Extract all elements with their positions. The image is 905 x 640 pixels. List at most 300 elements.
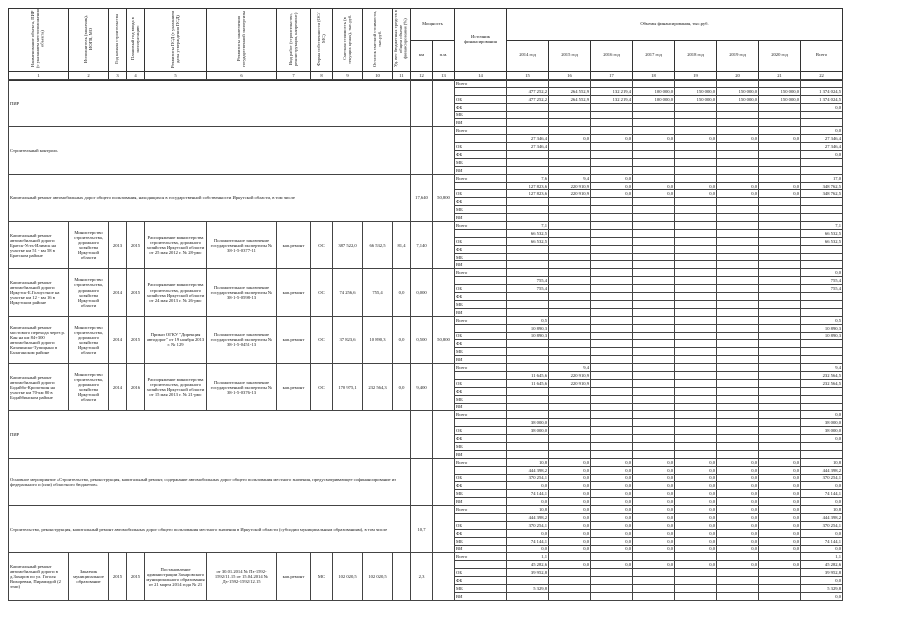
amount-cell	[717, 158, 759, 166]
amount-cell: 0,0	[717, 482, 759, 490]
amount-cell	[759, 245, 801, 253]
object-work-type: кап.ремонт	[277, 316, 311, 363]
amount-cell: 477 252,2	[507, 87, 549, 95]
amount-cell	[717, 395, 759, 403]
source-cell: ОБ	[455, 521, 507, 529]
amount-cell: 10 890,3	[801, 332, 843, 340]
amount-cell	[801, 206, 843, 214]
amount-cell	[675, 364, 717, 372]
amount-cell	[717, 348, 759, 356]
amount-cell: 0,0	[759, 561, 801, 569]
header-year-4: 2018 год	[675, 40, 717, 72]
amount-cell	[717, 293, 759, 301]
amount-cell: 9,4	[549, 174, 591, 182]
amount-cell	[549, 103, 591, 111]
header-year-7: Всего	[801, 40, 843, 72]
amount-cell	[759, 229, 801, 237]
amount-cell	[633, 214, 675, 222]
source-cell: ФБ	[455, 387, 507, 395]
amount-cell	[801, 450, 843, 458]
amount-cell: 10,8	[801, 458, 843, 466]
amount-cell	[759, 127, 801, 135]
amount-cell: 348 762,5	[801, 182, 843, 190]
amount-cell: 150 000,0	[717, 87, 759, 95]
amount-cell	[591, 119, 633, 127]
amount-cell	[717, 442, 759, 450]
amount-cell	[591, 293, 633, 301]
amount-cell	[507, 111, 549, 119]
object-end-year: 2016	[127, 364, 145, 411]
amount-cell: 27 346,4	[507, 135, 549, 143]
amount-cell	[675, 592, 717, 600]
amount-cell	[717, 119, 759, 127]
header-number-18: 19	[675, 72, 717, 81]
amount-cell	[507, 592, 549, 600]
amount-cell	[759, 316, 801, 324]
object-km: 9,400	[411, 364, 433, 411]
amount-cell	[675, 387, 717, 395]
object-rest: 102 020,5	[363, 553, 393, 600]
amount-cell	[801, 442, 843, 450]
amount-cell: 755,4	[801, 277, 843, 285]
amount-cell: 0,0	[759, 537, 801, 545]
source-cell: ВИ	[455, 214, 507, 222]
header-col-expertise: Реквизиты заключения государственной экспертизы	[207, 9, 277, 72]
amount-cell: 477 252,2	[507, 95, 549, 103]
source-cell	[455, 419, 507, 427]
amount-cell: 1 374 024,5	[801, 95, 843, 103]
amount-cell	[759, 143, 801, 151]
amount-cell	[591, 206, 633, 214]
amount-cell	[717, 435, 759, 443]
amount-cell: 0,0	[591, 498, 633, 506]
amount-cell: 1,1	[507, 553, 549, 561]
amount-cell: 0,0	[759, 466, 801, 474]
amount-cell: 27 346,4	[507, 143, 549, 151]
amount-cell: 0,0	[591, 474, 633, 482]
object-pm	[433, 364, 455, 411]
section-pm	[433, 411, 455, 458]
object-psd: Распоряжение министерства строительства, дорожного хозяйства Иркутской области от 24 мая 2013 г. № 26-рмс	[145, 269, 207, 316]
section-title: Основное мероприятие «Строительство, реконструкция, капитальный ремонт, содержание автомобильных дорог общего пользования местного значения, предусматривающее софинансирование из федерального и (или) областного бюджетов»	[9, 458, 411, 505]
amount-cell	[717, 403, 759, 411]
amount-cell	[675, 127, 717, 135]
amount-cell: 0,0	[675, 521, 717, 529]
amount-cell: 220 910,9	[549, 379, 591, 387]
amount-cell	[759, 324, 801, 332]
amount-cell	[759, 300, 801, 308]
amount-cell: 0,0	[717, 458, 759, 466]
amount-cell	[759, 577, 801, 585]
header-number-3: 4	[127, 72, 145, 81]
amount-cell: 7,6	[507, 174, 549, 182]
amount-cell	[717, 340, 759, 348]
amount-cell	[507, 158, 549, 166]
amount-cell: 0,0	[801, 435, 843, 443]
amount-cell	[633, 253, 675, 261]
source-cell: МБ	[455, 348, 507, 356]
source-cell: Всего	[455, 553, 507, 561]
source-cell: МБ	[455, 300, 507, 308]
amount-cell: 150 000,0	[675, 95, 717, 103]
amount-cell	[549, 237, 591, 245]
amount-cell	[633, 348, 675, 356]
amount-cell	[759, 80, 801, 88]
amount-cell	[717, 198, 759, 206]
amount-cell: 0,0	[633, 490, 675, 498]
object-start-year: 2014	[109, 364, 127, 411]
object-pm	[433, 222, 455, 269]
amount-cell	[717, 300, 759, 308]
amount-cell	[549, 332, 591, 340]
amount-cell: 39 952,8	[507, 569, 549, 577]
source-cell: ФБ	[455, 198, 507, 206]
source-cell: МБ	[455, 442, 507, 450]
object-rest: 66 532,5	[363, 222, 393, 269]
amount-cell	[759, 174, 801, 182]
amount-cell: 0,0	[717, 506, 759, 514]
amount-cell	[591, 214, 633, 222]
amount-cell	[759, 585, 801, 593]
amount-cell: 0,0	[633, 482, 675, 490]
header-number-15: 16	[549, 72, 591, 81]
amount-cell	[549, 411, 591, 419]
amount-cell: 150 000,0	[717, 95, 759, 103]
object-share: 0,0	[393, 316, 411, 363]
amount-cell: 0,0	[717, 561, 759, 569]
amount-cell: 100 000,0	[633, 87, 675, 95]
amount-cell: 0,0	[801, 103, 843, 111]
amount-cell	[675, 332, 717, 340]
amount-cell	[801, 166, 843, 174]
amount-cell	[675, 419, 717, 427]
header-number-1: 2	[69, 72, 109, 81]
amount-cell	[549, 119, 591, 127]
source-cell: ОБ	[455, 569, 507, 577]
amount-cell: 0,0	[591, 174, 633, 182]
amount-cell: 0,0	[675, 498, 717, 506]
amount-cell: 0,0	[759, 182, 801, 190]
amount-cell	[801, 387, 843, 395]
amount-cell	[801, 198, 843, 206]
amount-cell	[759, 569, 801, 577]
amount-cell	[549, 229, 591, 237]
amount-cell	[717, 316, 759, 324]
object-name: Капитальный ремонт мостового перехода через р. Кан на км 84+300 автомобильной дороги Казачинско-Тупицыно в Балаганском районе	[9, 316, 69, 363]
header-year-0: 2014 год	[507, 40, 549, 72]
source-cell: МБ	[455, 111, 507, 119]
amount-cell	[633, 371, 675, 379]
amount-cell	[549, 158, 591, 166]
source-cell: Всего	[455, 80, 507, 88]
amount-cell: 755,4	[507, 285, 549, 293]
amount-cell: 10,8	[507, 506, 549, 514]
amount-cell: 370 254,1	[801, 521, 843, 529]
header-number-16: 17	[591, 72, 633, 81]
amount-cell: 1,1	[801, 553, 843, 561]
amount-cell	[549, 222, 591, 230]
header-year-2: 2016 год	[591, 40, 633, 72]
amount-cell: 0,0	[759, 190, 801, 198]
source-cell: ВИ	[455, 261, 507, 269]
amount-cell: 150 000,0	[759, 87, 801, 95]
section-km	[411, 411, 433, 458]
amount-cell	[759, 427, 801, 435]
source-cell: ОБ	[455, 190, 507, 198]
object-cost: 387 522,0	[333, 222, 363, 269]
table-row	[9, 222, 843, 230]
amount-cell: 0,0	[717, 474, 759, 482]
amount-cell: 0,0	[633, 529, 675, 537]
amount-cell	[759, 293, 801, 301]
amount-cell	[675, 261, 717, 269]
amount-cell: 0,0	[591, 521, 633, 529]
amount-cell: 0,0	[507, 482, 549, 490]
object-expertise: от 30.01.2014 № Пз-1592-1592/11.15 от 15.04.2014 № Дз-1592-1592/12.15	[207, 553, 277, 600]
amount-cell	[801, 293, 843, 301]
object-name: Капитальный ремонт автомобильной дороги Бодайбо-Кропоткин на участке км 70-км 80 в Бодайбинском районе	[9, 364, 69, 411]
amount-cell	[549, 395, 591, 403]
amount-cell: 0,5	[801, 316, 843, 324]
amount-cell	[591, 450, 633, 458]
amount-cell	[633, 324, 675, 332]
amount-cell	[633, 269, 675, 277]
source-cell: ВИ	[455, 166, 507, 174]
header-col-cost: Сметная стоимость (в текущих ценах), тыс.руб.	[333, 9, 363, 72]
amount-cell	[633, 419, 675, 427]
amount-cell: 74 144,1	[507, 490, 549, 498]
amount-cell: 1 374 024,5	[801, 87, 843, 95]
section-pm	[433, 458, 455, 505]
source-cell: МБ	[455, 585, 507, 593]
amount-cell	[717, 222, 759, 230]
amount-cell	[549, 316, 591, 324]
amount-cell	[759, 277, 801, 285]
amount-cell	[633, 119, 675, 127]
amount-cell	[633, 285, 675, 293]
amount-cell: 444 398,2	[801, 466, 843, 474]
amount-cell	[759, 166, 801, 174]
amount-cell: 444 398,2	[801, 513, 843, 521]
amount-cell	[633, 427, 675, 435]
amount-cell: 0,0	[675, 190, 717, 198]
amount-cell: 0,0	[717, 513, 759, 521]
source-cell: ВИ	[455, 356, 507, 364]
header-number-9: 10	[363, 72, 393, 81]
header-source: Источник финансирования	[455, 9, 507, 72]
header-col-start-year: Год начала строительства	[109, 9, 127, 72]
amount-cell	[759, 119, 801, 127]
header-col-end-year: Плановый год ввода в эксплуатацию	[127, 9, 145, 72]
amount-cell	[633, 103, 675, 111]
source-cell	[455, 513, 507, 521]
amount-cell: 66 532,5	[507, 237, 549, 245]
amount-cell	[549, 577, 591, 585]
amount-cell	[591, 253, 633, 261]
amount-cell: 0,0	[549, 537, 591, 545]
object-ownership: МС	[311, 553, 333, 600]
table-row	[9, 364, 843, 372]
amount-cell	[717, 592, 759, 600]
amount-cell	[549, 356, 591, 364]
amount-cell	[549, 300, 591, 308]
amount-cell	[801, 395, 843, 403]
amount-cell: 232 564,5	[801, 371, 843, 379]
amount-cell	[549, 285, 591, 293]
amount-cell	[717, 127, 759, 135]
amount-cell	[675, 395, 717, 403]
amount-cell	[549, 269, 591, 277]
amount-cell	[549, 348, 591, 356]
amount-cell	[507, 269, 549, 277]
amount-cell: 0,0	[801, 529, 843, 537]
amount-cell: 0,0	[633, 474, 675, 482]
header-year-1: 2015 год	[549, 40, 591, 72]
object-rest: 755,4	[363, 269, 393, 316]
header-col-work-type: Вид работ (строительство, реконструкция, капремонт)	[277, 9, 311, 72]
amount-cell: 0,0	[633, 466, 675, 474]
amount-cell	[591, 166, 633, 174]
amount-cell: 0,0	[549, 506, 591, 514]
amount-cell	[633, 151, 675, 159]
amount-cell: 0,0	[549, 498, 591, 506]
amount-cell: 0,0	[717, 498, 759, 506]
amount-cell	[507, 450, 549, 458]
source-cell: ОБ	[455, 143, 507, 151]
amount-cell: 0,0	[549, 474, 591, 482]
amount-cell: 0,0	[717, 537, 759, 545]
amount-cell	[801, 356, 843, 364]
object-expertise: Положительное заключение государственной экспертизы № 38-1-5-0376-13	[207, 364, 277, 411]
source-cell: ФБ	[455, 529, 507, 537]
amount-cell: 5 329,8	[507, 585, 549, 593]
amount-cell	[591, 340, 633, 348]
section-km	[411, 80, 433, 127]
amount-cell	[759, 450, 801, 458]
amount-cell	[675, 151, 717, 159]
amount-cell	[801, 111, 843, 119]
amount-cell: 0,0	[633, 537, 675, 545]
amount-cell	[633, 403, 675, 411]
object-ownership: ОС	[311, 316, 333, 363]
object-name: Капитальный ремонт автомобильной дороги в д.Захаров по ул. Гоголя Вихоревки, Пирамидой (2 этап)	[9, 553, 69, 600]
amount-cell	[675, 253, 717, 261]
amount-cell	[759, 261, 801, 269]
amount-cell: 0,0	[633, 561, 675, 569]
source-cell: Всего	[455, 411, 507, 419]
source-cell: ФБ	[455, 340, 507, 348]
amount-cell	[675, 166, 717, 174]
amount-cell	[759, 285, 801, 293]
amount-cell: 0,0	[675, 529, 717, 537]
section-pm	[433, 506, 455, 553]
header-capacity: Мощность	[411, 9, 455, 41]
amount-cell	[717, 214, 759, 222]
amount-cell	[591, 427, 633, 435]
amount-cell	[759, 419, 801, 427]
source-cell: МБ	[455, 537, 507, 545]
amount-cell	[633, 340, 675, 348]
amount-cell	[717, 237, 759, 245]
amount-cell	[507, 253, 549, 261]
amount-cell: 0,0	[759, 521, 801, 529]
object-end-year: 2015	[127, 269, 145, 316]
amount-cell	[633, 237, 675, 245]
amount-cell: 0,0	[549, 490, 591, 498]
amount-cell: 0,0	[759, 498, 801, 506]
header-pm: п.м.	[433, 40, 455, 72]
amount-cell	[507, 411, 549, 419]
amount-cell	[633, 206, 675, 214]
amount-cell	[549, 253, 591, 261]
source-cell: ВИ	[455, 403, 507, 411]
amount-cell: 264 552,9	[549, 87, 591, 95]
amount-cell	[675, 435, 717, 443]
object-work-type: кап.ремонт	[277, 269, 311, 316]
amount-cell	[549, 198, 591, 206]
section-km: 17,640	[411, 174, 433, 221]
amount-cell	[591, 332, 633, 340]
amount-cell	[759, 371, 801, 379]
amount-cell	[759, 151, 801, 159]
table-row	[9, 316, 843, 324]
header-col-name: Наименование объекта, ПИР (с указанием местоположения объекта)	[9, 9, 69, 72]
header-number-19: 20	[717, 72, 759, 81]
section-pm	[433, 127, 455, 174]
amount-cell	[633, 592, 675, 600]
amount-cell	[507, 293, 549, 301]
amount-cell	[549, 324, 591, 332]
table-row	[9, 458, 843, 466]
object-km: 2,3	[411, 553, 433, 600]
amount-cell: 220 910,9	[549, 371, 591, 379]
amount-cell	[633, 300, 675, 308]
amount-cell	[549, 403, 591, 411]
amount-cell	[675, 277, 717, 285]
amount-cell	[801, 300, 843, 308]
amount-cell: 0,0	[675, 482, 717, 490]
amount-cell	[801, 403, 843, 411]
source-cell	[455, 182, 507, 190]
amount-cell: 0,0	[633, 513, 675, 521]
source-cell: ОБ	[455, 474, 507, 482]
amount-cell	[507, 442, 549, 450]
object-executor: Министерство строительства, дорожного хозяйства Иркутской области	[69, 269, 109, 316]
amount-cell	[633, 553, 675, 561]
amount-cell: 0,0	[675, 561, 717, 569]
amount-cell	[633, 387, 675, 395]
amount-cell: 0,0	[633, 506, 675, 514]
amount-cell	[549, 80, 591, 88]
object-start-year: 2014	[109, 316, 127, 363]
amount-cell	[549, 592, 591, 600]
amount-cell: 38 000,0	[507, 419, 549, 427]
section-title: Строительство, реконструкция, капитальный ремонт автомобильных дорог общего пользования местного значения в Иркутской области (субсидии муниципальным образованиям), в том числе	[9, 506, 411, 553]
object-cost: 102 020,5	[333, 553, 363, 600]
source-cell: ВИ	[455, 450, 507, 458]
amount-cell	[717, 427, 759, 435]
amount-cell	[759, 269, 801, 277]
amount-cell	[675, 340, 717, 348]
amount-cell: 0,0	[591, 490, 633, 498]
amount-cell	[549, 143, 591, 151]
amount-cell	[717, 166, 759, 174]
source-cell: Всего	[455, 506, 507, 514]
amount-cell: 0,0	[801, 498, 843, 506]
source-cell: МБ	[455, 206, 507, 214]
amount-cell	[759, 348, 801, 356]
amount-cell	[591, 371, 633, 379]
